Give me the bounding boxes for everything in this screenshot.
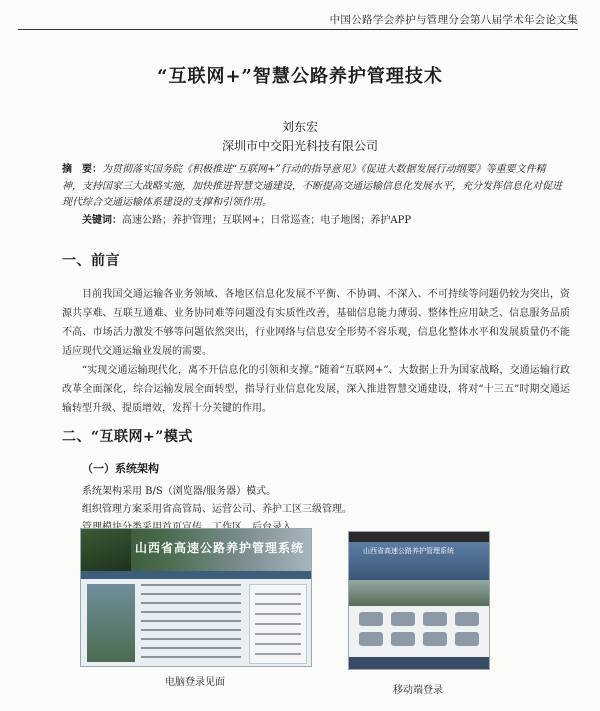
mobile-status-bar (349, 532, 489, 542)
figure-caption-mobile: 移动端登录 (393, 685, 443, 696)
author: 刘东宏 (281, 120, 318, 134)
desktop-photo (87, 584, 135, 662)
paper-title: “互联网+”智慧公路养护管理技术 (157, 66, 443, 87)
abstract (62, 162, 562, 212)
section-2-heading: 二、“互联网+”模式 (62, 429, 193, 445)
section-2-subheading: （一）系统架构 (82, 462, 159, 475)
desktop-nav-bar (81, 571, 311, 579)
keywords-text: 高速公路；养护管理；互联网+；日常巡查；电子地图；养护APP (122, 215, 412, 226)
desktop-login-panel (249, 584, 307, 664)
body-line-2: 组织管理方案采用省高管局、运营公司、养护工区三级管理。 (82, 504, 352, 515)
header-rule (18, 29, 578, 30)
figure-caption-desktop: 电脑登录见面 (165, 677, 225, 688)
keywords-label: 关键词： (82, 215, 122, 226)
desktop-screen-title: 山西省高速公路养护管理系统 (135, 541, 305, 555)
section-1-heading: 一、前言 (62, 253, 120, 269)
mobile-footer-bar (349, 657, 489, 669)
body-line-1: 系统架构采用 B/S（浏览器/服务器）模式。 (82, 486, 277, 497)
desktop-news-list (141, 584, 241, 665)
desktop-banner-road-image (81, 529, 131, 571)
mobile-app-icon-grid (359, 612, 479, 646)
mobile-road-image (349, 580, 489, 606)
running-header: 中国公路学会养护与管理分会第八届学术年会论文集 (329, 14, 578, 26)
desktop-login-screenshot (80, 528, 312, 667)
section-1-para-2: “实现交通运输现代化，离不开信息化的引领和支撑。”随着“互联网+”、大数据上升为国家战略，交通运输行政改革全面深化，综合运输发展全面转型，指导行业信息化发展，深入推进智慧交通建设，将对“十三五”时期交通运输转型升级、提质增效，发挥十分关键的作用。 (62, 365, 570, 414)
affiliation: 深圳市中交阳光科技有限公司 (221, 139, 378, 153)
abstract-text: 为贯彻落实国务院《积极推进“互联网+”行动的指导意见》《促进大数据发展行动纲要》等重要文件精神，支持国家三大战略实施，加快推进智慧交通建设，不断提高交通运输信息化发展水平，充分发挥信息化对促进现代综合交通运输体系建设的支撑和引领作用。 (62, 164, 562, 208)
mobile-banner (349, 542, 489, 580)
mobile-screen-title: 山西省高速公路养护管理系统 (363, 547, 454, 555)
section-1-para-1: 目前我国交通运输各业务领域、各地区信息化发展不平衡、不协调、不深入、不可持续等问题仍较为突出，资源共享难、互联互通难、业务协同难等问题没有实质性改善，基础信息能力薄弱、整体性应用缺乏、信息服务品质不高、市场活力激发不够等问题依然突出，行业网络与信息安全形势不容乐观，信息化整体水平和发展质量仍不能适应现代交通运输业发展的需要。 (62, 289, 570, 357)
mobile-login-screenshot (348, 531, 490, 670)
keywords (82, 213, 562, 229)
abstract-label: 摘 要： (62, 164, 102, 175)
